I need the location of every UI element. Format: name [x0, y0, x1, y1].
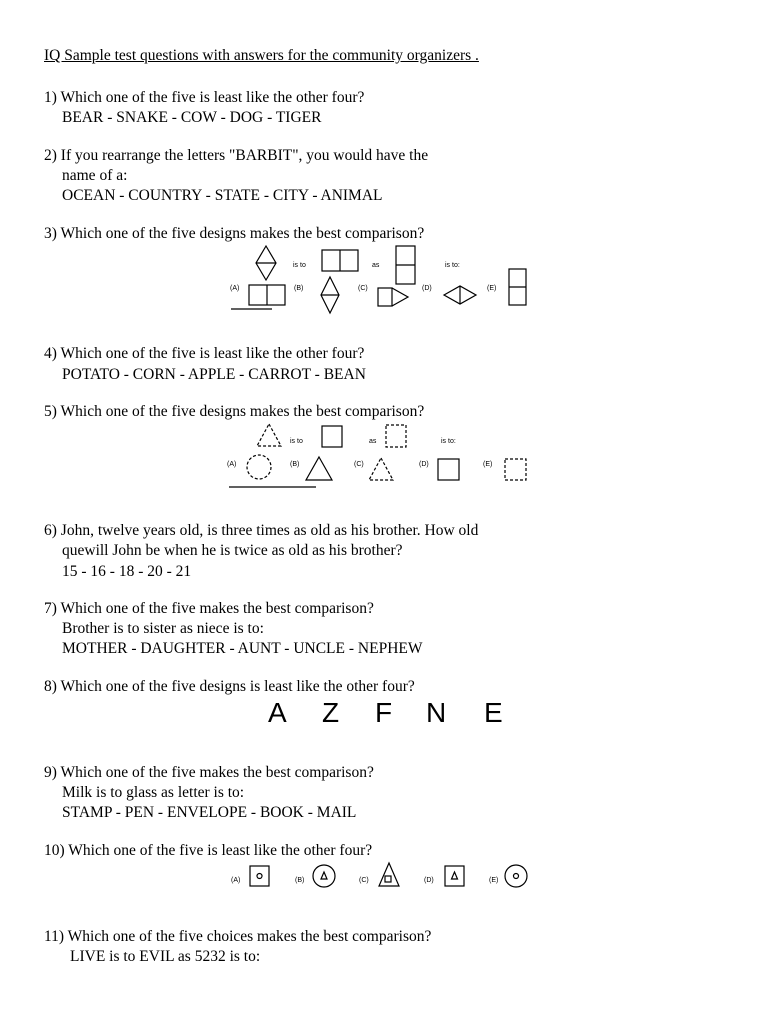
- q5-option-d-icon: [438, 459, 459, 480]
- question-4-options: POTATO - CORN - APPLE - CARROT - BEAN: [62, 366, 366, 383]
- q10-option-b-label: (B): [295, 877, 305, 884]
- q8-letter-f: F: [375, 697, 393, 728]
- question-1-options: BEAR - SNAKE - COW - DOG - TIGER: [62, 109, 322, 126]
- page-title: IQ Sample test questions with answers for the community organizers .: [44, 47, 479, 64]
- q10-option-b-icon: [313, 865, 335, 887]
- q5-option-a-label: (A): [227, 461, 237, 468]
- q10-option-d-icon: [445, 866, 464, 886]
- q10-option-a-label: (A): [231, 877, 241, 884]
- q5-option-a-icon: [247, 455, 271, 479]
- question-2-options: OCEAN - COUNTRY - STATE - CITY - ANIMAL: [62, 187, 383, 204]
- question-9-prompt-cont: Milk is to glass as letter is to:: [62, 784, 245, 801]
- q10-option-a-icon: [250, 866, 269, 886]
- q5-option-c-icon: [369, 458, 393, 480]
- question-4-prompt: 4) Which one of the five is least like the other four?: [44, 345, 365, 362]
- question-6-options: 15 - 16 - 18 - 20 - 21: [62, 563, 192, 580]
- q5-is-to-2-label: is to:: [441, 438, 456, 445]
- question-5-figure: [227, 424, 526, 487]
- q3-option-e-label: (E): [487, 285, 497, 292]
- q5-option-d-label: (D): [419, 461, 429, 468]
- q5-option-c-label: (C): [354, 461, 364, 468]
- q8-letter-a: A: [268, 697, 287, 728]
- q8-letter-n: N: [426, 697, 447, 728]
- q10-option-d-label: (D): [424, 877, 434, 884]
- q5-square-icon: [322, 426, 342, 447]
- question-5-prompt: 5) Which one of the five designs makes the best comparison?: [44, 403, 425, 420]
- question-6-prompt-cont: quewill John be when he is twice as old as his brother?: [62, 542, 403, 559]
- q3-option-c-icon: [378, 288, 392, 306]
- question-3-prompt: 3) Which one of the five designs makes the best comparison?: [44, 225, 425, 242]
- q5-dashed-triangle-icon: [257, 424, 281, 446]
- q3-as-label: as: [372, 262, 380, 269]
- q3-is-to-label: is to: [293, 262, 306, 269]
- q5-option-b-icon: [306, 457, 332, 480]
- question-9-prompt: 9) Which one of the five makes the best comparison?: [44, 764, 374, 781]
- q5-option-b-label: (B): [290, 461, 300, 468]
- question-11-prompt: 11) Which one of the five choices makes the best comparison?: [44, 928, 432, 945]
- q8-letter-e: E: [484, 697, 503, 728]
- q3-diamond-icon: [256, 246, 276, 280]
- q5-option-e-label: (E): [483, 461, 493, 468]
- question-9-options: STAMP - PEN - ENVELOPE - BOOK - MAIL: [62, 804, 357, 821]
- q10-option-e-icon: [505, 865, 527, 887]
- question-7-prompt-cont: Brother is to sister as niece is to:: [62, 620, 264, 637]
- q5-as-label: as: [369, 438, 377, 445]
- q10-option-c-label: (C): [359, 877, 369, 884]
- q5-is-to-label: is to: [290, 438, 303, 445]
- q3-option-b-label: (B): [294, 285, 304, 292]
- question-11-prompt-cont: LIVE is to EVIL as 5232 is to:: [70, 948, 261, 965]
- q3-option-d-icon: [444, 286, 476, 304]
- question-8-prompt: 8) Which one of the five designs is least like the other four?: [44, 678, 415, 695]
- question-2-prompt: 2) If you rearrange the letters "BARBIT", you would have the: [44, 147, 429, 164]
- q3-option-c-label: (C): [358, 285, 368, 292]
- question-10-prompt: 10) Which one of the five is least like the other four?: [44, 842, 373, 859]
- q8-letter-z: Z: [322, 697, 340, 728]
- q3-option-a-label: (A): [230, 285, 240, 292]
- q10-option-e-label: (E): [489, 877, 499, 884]
- question-2-prompt-cont: name of a:: [62, 167, 128, 184]
- question-7-prompt: 7) Which one of the five makes the best comparison?: [44, 600, 374, 617]
- q3-option-b-icon: [321, 277, 339, 313]
- question-8-letters: [268, 697, 503, 728]
- question-7-options: MOTHER - DAUGHTER - AUNT - UNCLE - NEPHEW: [62, 640, 423, 657]
- q5-option-e-icon: [505, 459, 526, 480]
- q5-dashed-square-icon: [386, 425, 406, 447]
- question-10-figure: [231, 863, 527, 887]
- question-1-prompt: 1) Which one of the five is least like the other four?: [44, 89, 365, 106]
- question-3-figure: [230, 246, 526, 313]
- question-6-prompt: 6) John, twelve years old, is three times as old as his brother. How old: [44, 522, 479, 539]
- q3-is-to-2-label: is to:: [445, 262, 460, 269]
- q3-option-d-label: (D): [422, 285, 432, 292]
